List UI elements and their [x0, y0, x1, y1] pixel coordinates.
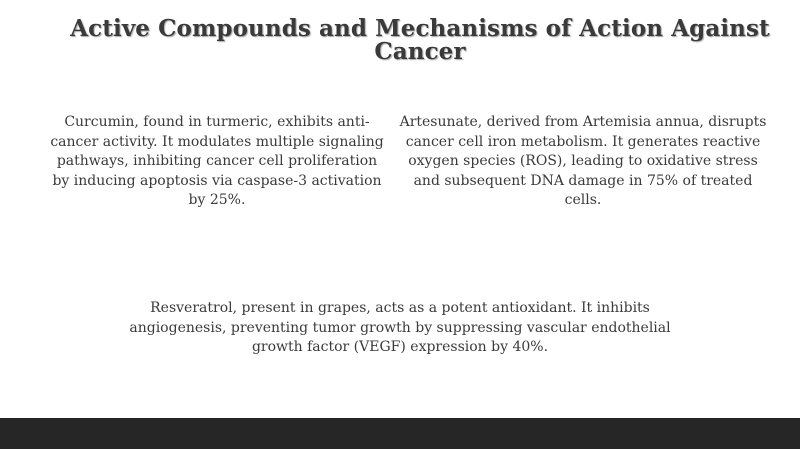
curcumin-paragraph: Curcumin, found in turmeric, exhibits anti-cancer activity. It modulates multiple signaling pathways, inhibiting cancer cell proliferation by inducing apoptosis via caspase-3 activation by 25%.	[50, 114, 384, 208]
slide-title: Active Compounds and Mechanisms of Action Against Cancer	[70, 15, 770, 65]
footer-bar	[0, 418, 800, 449]
artesunate-paragraph: Artesunate, derived from Artemisia annua, disrupts cancer cell iron metabolism. It generates reactive oxygen species (ROS), leading to oxidative stress and subsequent DNA damage in 75% of treated cells.	[399, 114, 767, 208]
resveratrol-paragraph: Resveratrol, present in grapes, acts as a potent antioxidant. It inhibits angiogenesis, preventing tumor growth by suppressing vascular endothelial growth factor (VEGF) expression by 40%.	[129, 300, 671, 355]
